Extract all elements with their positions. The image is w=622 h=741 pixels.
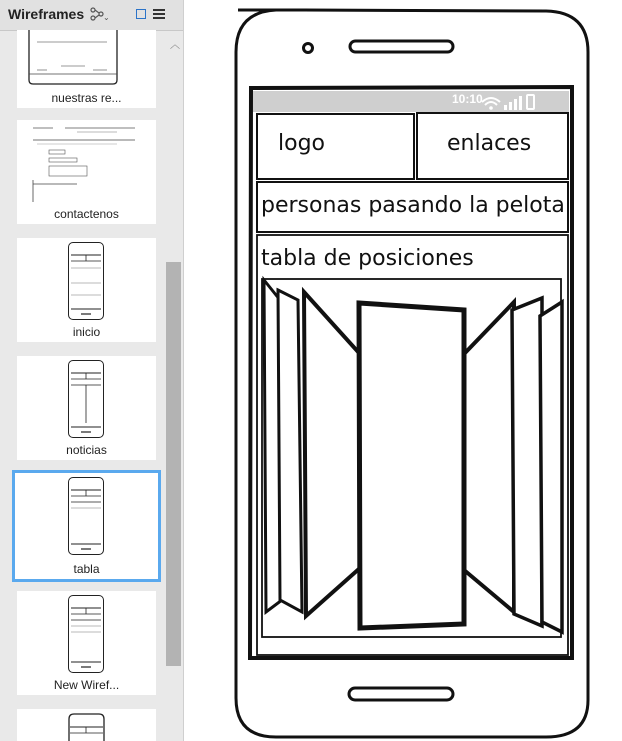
section-title: tabla de posiciones bbox=[261, 246, 474, 271]
page-preview bbox=[17, 709, 156, 741]
page-thumbnail-new-wireframe[interactable] bbox=[17, 591, 156, 695]
image-carousel[interactable] bbox=[264, 280, 562, 632]
page-preview bbox=[68, 360, 104, 438]
scroll-up-icon[interactable]: ︿ bbox=[170, 40, 180, 51]
page-thumbnail-contactenos[interactable] bbox=[17, 120, 156, 224]
page-thumbnail-nuestras[interactable] bbox=[17, 30, 156, 108]
banner-label: personas pasando la pelota bbox=[261, 193, 565, 218]
page-thumbnail-extra[interactable] bbox=[17, 709, 156, 741]
page-thumbnail-inicio[interactable] bbox=[17, 238, 156, 342]
page-preview bbox=[17, 30, 156, 90]
page-label: New Wiref... bbox=[53, 678, 120, 692]
hierarchy-icon[interactable] bbox=[90, 7, 104, 21]
page-label: nuestras re... bbox=[51, 91, 122, 105]
page-label: contactenos bbox=[54, 207, 119, 221]
logo-label: logo bbox=[278, 131, 325, 156]
sidebar-title: Wireframes bbox=[8, 6, 85, 22]
sidebar-header bbox=[0, 0, 183, 31]
status-time: 10:10 bbox=[452, 92, 483, 106]
page-label: inicio bbox=[72, 325, 101, 339]
page-preview bbox=[68, 595, 104, 673]
page-preview bbox=[68, 477, 104, 555]
page-preview bbox=[17, 120, 156, 202]
pages-sidebar bbox=[0, 0, 184, 741]
square-icon[interactable] bbox=[136, 9, 146, 19]
phone-wireframe bbox=[184, 0, 622, 741]
page-label: noticias bbox=[66, 443, 107, 457]
page-thumbnail-tabla[interactable] bbox=[15, 473, 158, 579]
list-icon[interactable] bbox=[153, 8, 165, 20]
wireframe-canvas[interactable] bbox=[184, 0, 622, 741]
chevron-down-icon[interactable]: ⌄ bbox=[103, 13, 110, 22]
links-label[interactable]: enlaces bbox=[447, 131, 532, 156]
page-label: tabla bbox=[73, 562, 100, 576]
scrollbar-thumb[interactable] bbox=[166, 262, 181, 666]
page-preview bbox=[68, 242, 104, 320]
page-thumbnail-noticias[interactable] bbox=[17, 356, 156, 460]
